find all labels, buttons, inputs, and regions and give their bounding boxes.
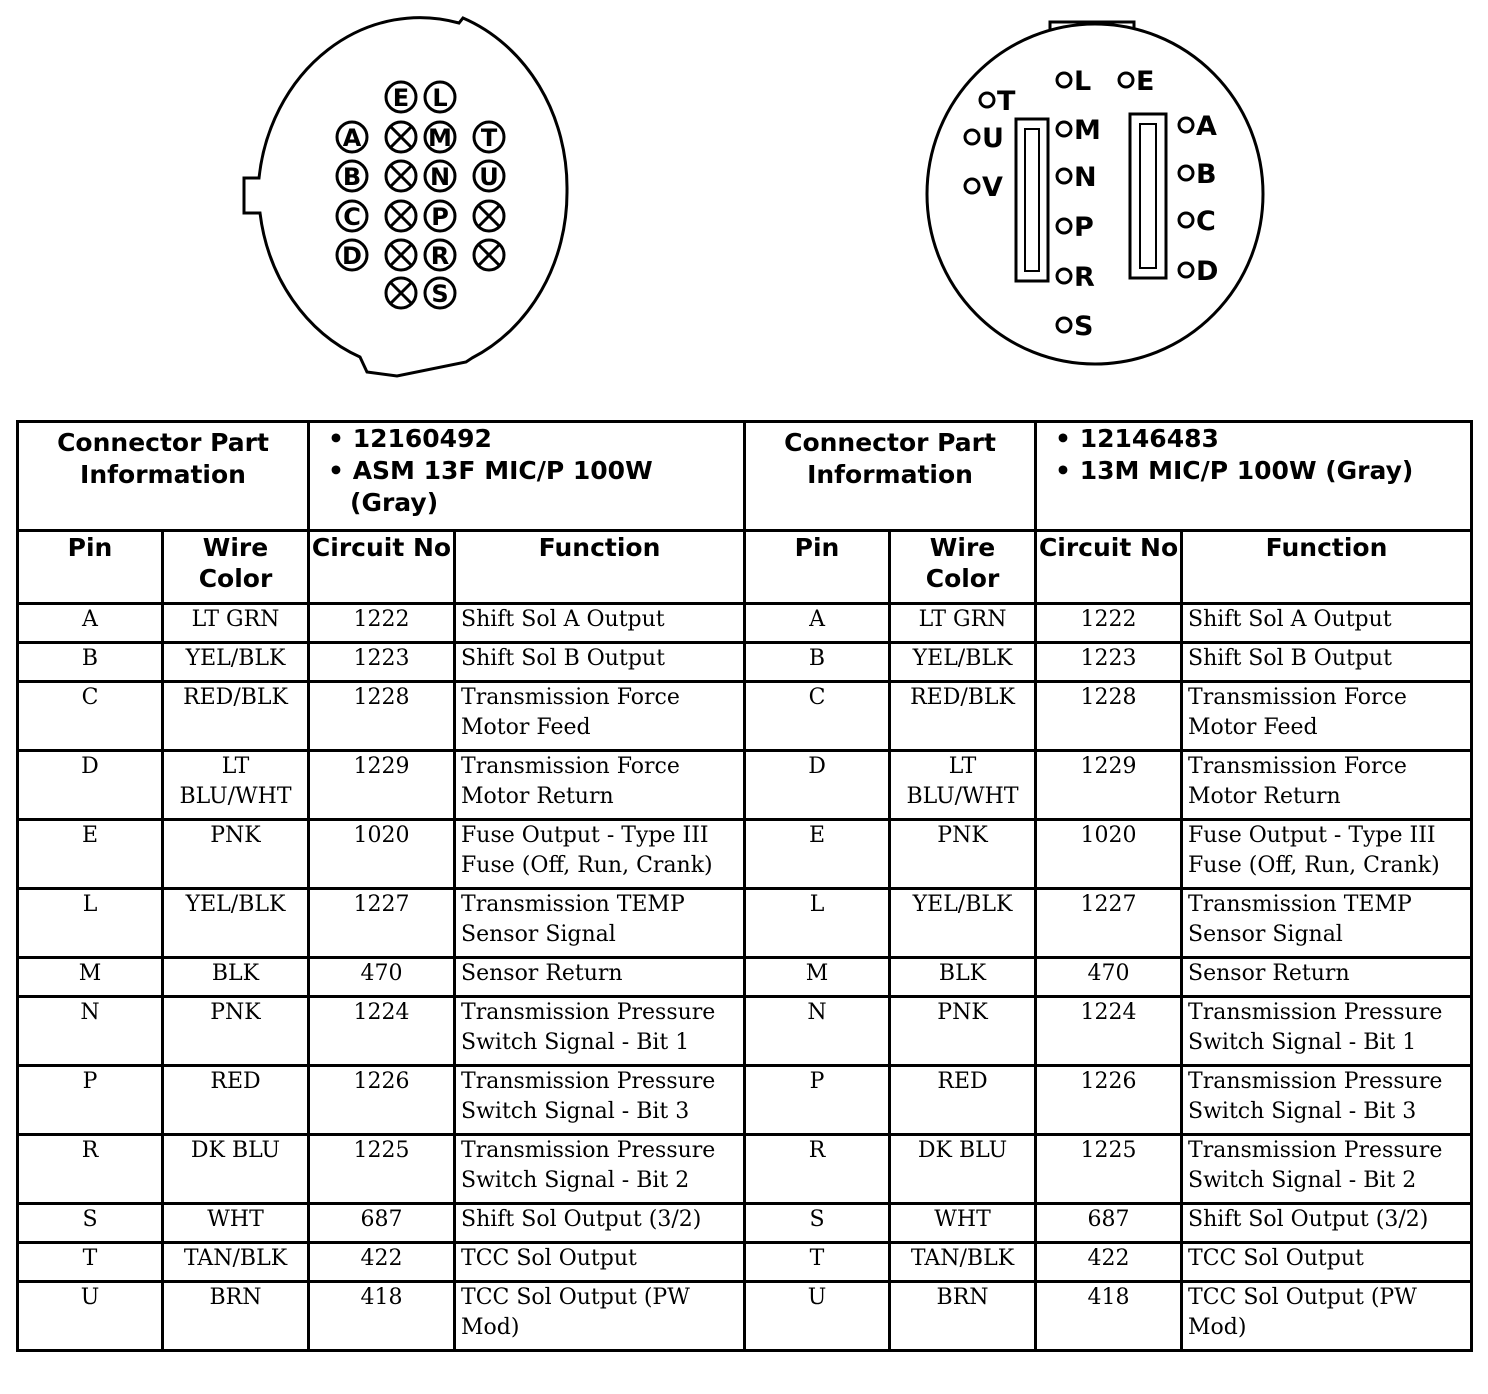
right-function-cell: TCC Sol Output (PW Mod) [1182,1282,1472,1351]
right-function-cell: Transmission Pressure Switch Signal - Bit 1 [1182,997,1472,1066]
right-function-cell: Shift Sol A Output [1182,604,1472,643]
left-pin-label: T [480,124,498,152]
right-wire-cell: YEL/BLK [890,643,1036,682]
left-pin-cell: P [18,1066,163,1135]
left-wire-cell: BRN [163,1282,309,1351]
right-pin-cell: D [745,751,890,820]
table-row [18,889,1472,958]
left-pin-cell: D [18,751,163,820]
left-connector-outline [244,18,567,376]
left-pin-label: R [430,242,450,270]
right-function-cell: Transmission Force Motor Feed [1182,682,1472,751]
left-pin-label: U [479,163,499,191]
right-pin-cell: E [745,820,890,889]
right-wire-cell: DK BLU [890,1135,1036,1204]
right-circuit-cell: 470 [1036,958,1182,997]
left-circuit-cell: 1228 [309,682,455,751]
header-wire-color: Wire Color [163,531,309,604]
left-function-cell: Transmission Pressure Switch Signal - Bit 3 [455,1066,745,1135]
table-row [18,958,1472,997]
left-circuit-cell: 1229 [309,751,455,820]
right-connector-info-label: Connector Part Information [745,422,1036,531]
left-circuit-cell: 418 [309,1282,455,1351]
table-row [18,751,1472,820]
left-pin-label: N [429,163,451,191]
header-pin: Pin [18,531,163,604]
right-function-cell: Transmission Pressure Switch Signal - Bit 3 [1182,1066,1472,1135]
header-wire-color: Wire Color [890,531,1036,604]
right-wire-cell: LT GRN [890,604,1036,643]
right-wire-cell: YEL/BLK [890,889,1036,958]
right-circuit-cell: 418 [1036,1282,1182,1351]
right-pin-cell: S [745,1204,890,1243]
left-wire-cell: YEL/BLK [163,889,309,958]
left-function-cell: Transmission Force Motor Return [455,751,745,820]
left-wire-cell: PNK [163,820,309,889]
right-pin-cell: P [745,1066,890,1135]
right-pin-label: L [1074,66,1092,97]
right-circuit-cell: 1225 [1036,1135,1182,1204]
right-circuit-cell: 1222 [1036,604,1182,643]
right-pin-cell: R [745,1135,890,1204]
left-pin-cell: M [18,958,163,997]
left-function-cell: Transmission TEMP Sensor Signal [455,889,745,958]
right-circuit-cell: 1223 [1036,643,1182,682]
left-function-cell: Fuse Output - Type III Fuse (Off, Run, Crank) [455,820,745,889]
right-pin-label: R [1074,262,1095,293]
right-wire-cell: WHT [890,1204,1036,1243]
left-wire-cell: WHT [163,1204,309,1243]
right-pin-label: B [1196,159,1217,190]
left-part-number: • 12160492 [328,424,492,453]
table-row [18,1135,1472,1204]
table-row [18,1066,1472,1135]
right-wire-cell: PNK [890,997,1036,1066]
left-wire-cell: LT BLU/WHT [163,751,309,820]
header-function: Function [1182,531,1472,604]
left-pin-label: B [342,163,362,191]
left-pin-cell: B [18,643,163,682]
right-pin-label: P [1074,212,1094,243]
left-wire-cell: RED/BLK [163,682,309,751]
left-circuit-cell: 1226 [309,1066,455,1135]
left-function-cell: Shift Sol Output (3/2) [455,1204,745,1243]
right-function-cell: Transmission Pressure Switch Signal - Bit 2 [1182,1135,1472,1204]
connector-diagrams [0,0,1488,400]
table-row [18,820,1472,889]
header-function: Function [455,531,745,604]
table-row [18,682,1472,751]
left-pin-cell: T [18,1243,163,1282]
table-row [18,1243,1472,1282]
right-circuit-cell: 1228 [1036,682,1182,751]
left-function-cell: Shift Sol B Output [455,643,745,682]
left-wire-cell: BLK [163,958,309,997]
left-circuit-cell: 470 [309,958,455,997]
right-function-cell: TCC Sol Output [1182,1243,1472,1282]
left-wire-cell: DK BLU [163,1135,309,1204]
left-pin-label: A [342,124,362,152]
left-pin-label: C [343,203,361,231]
left-circuit-cell: 687 [309,1204,455,1243]
left-circuit-cell: 422 [309,1243,455,1282]
table-row [18,604,1472,643]
right-wire-cell: BRN [890,1282,1036,1351]
left-circuit-cell: 1224 [309,997,455,1066]
right-function-cell: Transmission TEMP Sensor Signal [1182,889,1472,958]
right-pin-label: S [1074,311,1094,342]
left-function-cell: Sensor Return [455,958,745,997]
left-wire-cell: RED [163,1066,309,1135]
right-pin-cell: M [745,958,890,997]
right-wire-cell: RED/BLK [890,682,1036,751]
right-pin-cell: B [745,643,890,682]
left-pin-cell: U [18,1282,163,1351]
right-pin-label: E [1136,66,1155,97]
left-pin-label: L [432,84,448,112]
left-function-cell: Transmission Force Motor Feed [455,682,745,751]
right-pin-label: V [982,172,1003,203]
right-pin-label: N [1074,162,1097,193]
right-pin-label: C [1196,206,1216,237]
right-pin-cell: U [745,1282,890,1351]
right-pin-label: T [997,86,1016,117]
left-function-cell: TCC Sol Output [455,1243,745,1282]
left-pin-label: S [431,280,449,308]
right-circuit-cell: 1226 [1036,1066,1182,1135]
right-part-number: • 12146483 [1055,424,1219,453]
left-pin-label: D [342,242,362,270]
right-function-cell: Sensor Return [1182,958,1472,997]
right-pin-cell: C [745,682,890,751]
column-header-row [18,531,1472,604]
left-pin-cell: L [18,889,163,958]
right-pin-label: U [982,123,1004,154]
left-wire-cell: TAN/BLK [163,1243,309,1282]
right-pin-cell: T [745,1243,890,1282]
left-pin-cell: N [18,997,163,1066]
left-circuit-cell: 1227 [309,889,455,958]
left-pin-cell: C [18,682,163,751]
right-pin-cell: L [745,889,890,958]
right-wire-cell: RED [890,1066,1036,1135]
right-pin-label: D [1196,256,1219,287]
right-circuit-cell: 1229 [1036,751,1182,820]
pin-rows [18,604,1472,1351]
right-pin-label: M [1074,115,1101,146]
left-circuit-cell: 1223 [309,643,455,682]
left-connector-part-info [309,422,745,531]
right-circuit-cell: 1224 [1036,997,1182,1066]
right-pin-label: A [1196,111,1217,142]
table-row [18,1204,1472,1243]
right-circuit-cell: 422 [1036,1243,1182,1282]
table-row [18,643,1472,682]
right-connector-outline [927,24,1263,364]
right-connector-part-info [1036,422,1472,531]
left-pin-label: E [392,84,410,112]
left-pin-label: M [428,124,452,152]
left-connector-pins [337,82,504,308]
right-circuit-cell: 1020 [1036,820,1182,889]
header-circuit-no: Circuit No [309,531,455,604]
right-function-cell: Transmission Force Motor Return [1182,751,1472,820]
left-pin-cell: S [18,1204,163,1243]
left-pin-cell: R [18,1135,163,1204]
left-pin-cell: E [18,820,163,889]
left-wire-cell: LT GRN [163,604,309,643]
right-circuit-cell: 1227 [1036,889,1182,958]
right-function-cell: Fuse Output - Type III Fuse (Off, Run, Crank) [1182,820,1472,889]
left-pin-label: P [431,203,449,231]
left-function-cell: TCC Sol Output (PW Mod) [455,1282,745,1351]
right-pin-cell: A [745,604,890,643]
connector-pinout-table [16,420,1473,1352]
right-wire-cell: PNK [890,820,1036,889]
left-pin-cell: A [18,604,163,643]
right-part-description: • 13M MIC/P 100W (Gray) [1055,456,1414,485]
connector-info-row [18,422,1472,531]
table-row [18,1282,1472,1351]
left-part-description: • ASM 13F MIC/P 100W (Gray) [328,456,653,517]
right-wire-cell: BLK [890,958,1036,997]
left-circuit-cell: 1222 [309,604,455,643]
table-row [18,997,1472,1066]
left-circuit-cell: 1020 [309,820,455,889]
header-pin: Pin [745,531,890,604]
right-pin-cell: N [745,997,890,1066]
header-circuit-no: Circuit No [1036,531,1182,604]
left-connector-info-label: Connector Part Information [18,422,309,531]
left-function-cell: Transmission Pressure Switch Signal - Bit 1 [455,997,745,1066]
right-function-cell: Shift Sol B Output [1182,643,1472,682]
left-function-cell: Transmission Pressure Switch Signal - Bit 2 [455,1135,745,1204]
right-wire-cell: TAN/BLK [890,1243,1036,1282]
right-function-cell: Shift Sol Output (3/2) [1182,1204,1472,1243]
right-wire-cell: LT BLU/WHT [890,751,1036,820]
left-wire-cell: YEL/BLK [163,643,309,682]
left-wire-cell: PNK [163,997,309,1066]
left-circuit-cell: 1225 [309,1135,455,1204]
left-function-cell: Shift Sol A Output [455,604,745,643]
right-circuit-cell: 687 [1036,1204,1182,1243]
